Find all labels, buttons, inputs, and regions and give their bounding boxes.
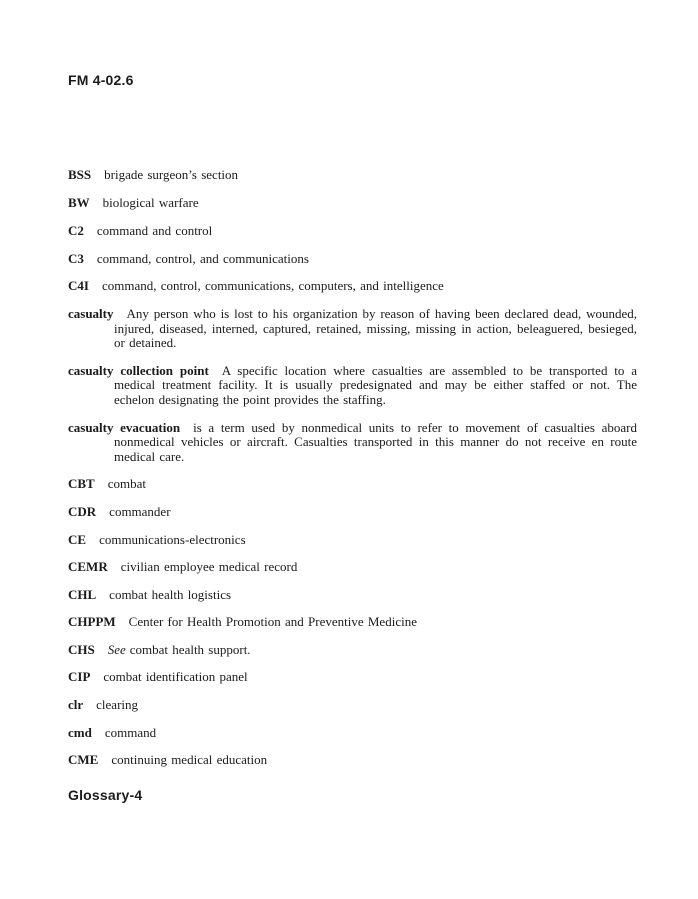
glossary-entry (68, 477, 637, 492)
glossary-entry (68, 560, 637, 575)
glossary-definition: commander (109, 503, 171, 519)
glossary-term: CHL (68, 586, 97, 602)
glossary-definition: communications-electronics (99, 531, 246, 547)
glossary-term: casualty collection point (68, 362, 209, 378)
glossary-entry (68, 643, 637, 658)
glossary-definition-italic: See (107, 641, 126, 657)
glossary-definition: civilian employee medical record (120, 559, 298, 575)
glossary-definition: combat identification panel (103, 669, 248, 685)
glossary-term: CBT (68, 476, 95, 492)
glossary-entry (68, 588, 637, 603)
glossary-definition: A specific location where casualties are assembled to be transported to a medical treatment facility. It is usually predesignated and may be either staffed or not. The echelon designating the point provides the staffing. (114, 362, 637, 407)
glossary-entry (68, 670, 637, 685)
glossary-definition: combat health support. (129, 641, 251, 657)
glossary-entry (68, 753, 637, 768)
glossary-term: C4I (68, 278, 89, 294)
glossary-term: clr (68, 697, 84, 713)
glossary-definition: Any person who is lost to his organization by reason of having been declared dead, wounded, injured, diseased, interned, captured, retained, missing, missing in action, beleaguered, besieged, or detained. (114, 305, 637, 351)
glossary-definition: combat health logistics (109, 586, 232, 602)
glossary-entry (68, 252, 637, 267)
glossary-definition: is a term used by nonmedical units to refer to movement of casualties aboard nonmedical vehicles or aircraft. Casualties transported in this manner do not receive en route medical care. (114, 419, 637, 464)
glossary-entry (68, 505, 637, 520)
glossary-term: C3 (68, 250, 84, 266)
glossary-definition: command (104, 724, 157, 740)
glossary-entry (68, 307, 637, 351)
glossary-term: CIP (68, 669, 91, 685)
glossary-definition: combat (107, 476, 146, 492)
glossary-definition: biological warfare (102, 194, 199, 210)
glossary-term: casualty evacuation (68, 419, 181, 435)
glossary-entry (68, 421, 637, 465)
glossary-term: CME (68, 752, 99, 768)
page-header: FM 4-02.6 (68, 72, 134, 88)
glossary-entry (68, 726, 637, 741)
glossary-term: CE (68, 531, 87, 547)
glossary-entry (68, 224, 637, 239)
glossary-definition: clearing (96, 697, 139, 713)
glossary-definition: continuing medical education (111, 752, 268, 768)
glossary-definition: command, control, and communications (96, 250, 309, 266)
glossary-entry (68, 279, 637, 294)
glossary-term: C2 (68, 223, 84, 239)
glossary-entry (68, 615, 637, 630)
glossary-term: BW (68, 194, 90, 210)
glossary-definition: command and control (96, 223, 213, 239)
glossary-definition: command, control, communications, computers, and intelligence (101, 278, 444, 294)
glossary-entry (68, 168, 637, 183)
glossary-term: CDR (68, 503, 97, 519)
glossary-entry (68, 698, 637, 713)
glossary-term: BSS (68, 167, 92, 182)
glossary-term: casualty (68, 305, 114, 321)
glossary-definition: Center for Health Promotion and Preventive Medicine (128, 614, 417, 630)
glossary-entry (68, 196, 637, 211)
page-footer: Glossary-4 (68, 786, 143, 803)
glossary-term: cmd (68, 724, 92, 740)
glossary-list (68, 168, 637, 768)
glossary-entry (68, 364, 637, 408)
glossary-term: CHS (68, 641, 95, 657)
glossary-definition: brigade surgeon’s section (104, 167, 239, 182)
glossary-term: CEMR (68, 559, 108, 575)
glossary-term: CHPPM (68, 614, 116, 630)
glossary-entry (68, 533, 637, 548)
